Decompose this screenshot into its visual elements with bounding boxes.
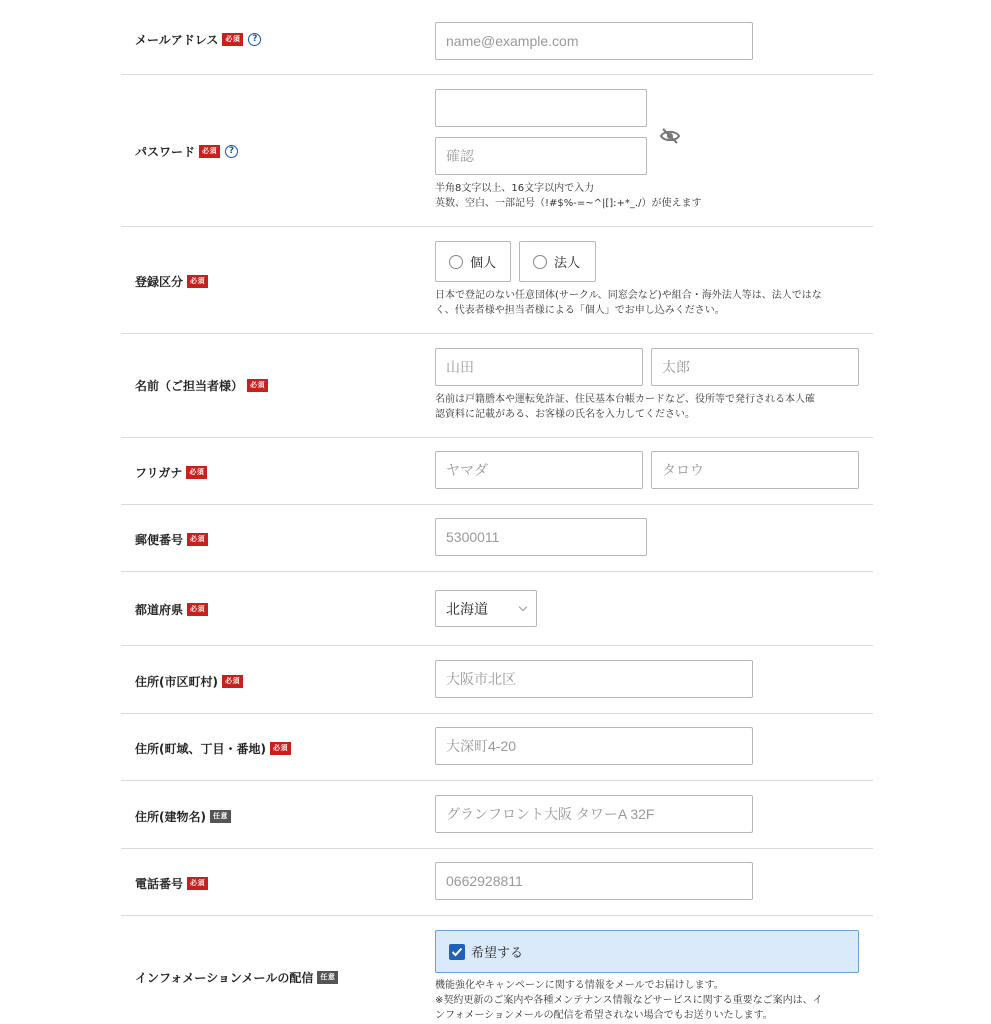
name-label-group bbox=[135, 377, 268, 394]
building-label-group bbox=[135, 808, 231, 825]
check-icon bbox=[449, 944, 465, 960]
password-note: 半角8文字以上、16文字以内で入力 英数、空白、一部記号（!#$%-=~^|[]:+*_./）が使えます bbox=[435, 183, 702, 209]
first-name-kana-input[interactable]: タロウ bbox=[651, 451, 859, 489]
city-label: 住所(市区町村) bbox=[135, 675, 218, 689]
password-label: パスワード bbox=[135, 145, 196, 159]
name-label: 名前（ご担当者様） bbox=[135, 379, 244, 393]
required-badge: 必須 bbox=[187, 603, 208, 616]
required-badge: 必須 bbox=[222, 675, 243, 688]
city-label-group bbox=[135, 673, 243, 690]
radio-circle-icon bbox=[533, 255, 547, 269]
street-label: 住所(町域、丁目・番地) bbox=[135, 742, 266, 756]
registration-type-label: 登録区分 bbox=[135, 275, 184, 289]
prefecture-select[interactable] bbox=[435, 590, 537, 627]
email-label-group bbox=[135, 31, 261, 48]
radio-individual[interactable]: 個人 bbox=[435, 241, 511, 282]
radio-circle-icon bbox=[449, 255, 463, 269]
row-registration-type bbox=[121, 227, 873, 334]
row-email bbox=[121, 0, 873, 75]
required-badge: 必須 bbox=[222, 33, 243, 46]
postal-code-input[interactable]: 5300011 bbox=[435, 518, 647, 556]
registration-type-label-group bbox=[135, 273, 208, 290]
registration-type-note: 日本で登記のない任意団体(サークル、同窓会など)や組合・海外法人等は、法人ではな く、代表者様や担当者様による「個人」でお申し込みください。 bbox=[435, 290, 822, 316]
row-postal-code bbox=[121, 505, 873, 572]
required-badge: 必須 bbox=[270, 742, 291, 755]
row-name bbox=[121, 334, 873, 438]
password-label-group bbox=[135, 143, 238, 160]
row-password bbox=[121, 75, 873, 227]
eye-off-icon[interactable] bbox=[659, 127, 681, 145]
row-prefecture bbox=[121, 572, 873, 646]
question-circle-icon[interactable]: ? bbox=[225, 145, 238, 158]
prefecture-label-group bbox=[135, 601, 208, 618]
row-city bbox=[121, 646, 873, 714]
radio-corporation[interactable]: 法人 bbox=[519, 241, 596, 282]
row-phone bbox=[121, 849, 873, 916]
row-street bbox=[121, 714, 873, 781]
city-input[interactable]: 大阪市北区 bbox=[435, 660, 753, 698]
row-building bbox=[121, 781, 873, 849]
info-mail-label: インフォメーションメールの配信 bbox=[135, 971, 314, 985]
furigana-label: フリガナ bbox=[135, 466, 183, 480]
postal-code-label-group bbox=[135, 531, 208, 548]
info-mail-checkbox[interactable] bbox=[435, 930, 859, 973]
street-label-group bbox=[135, 740, 291, 757]
email-input[interactable]: name@example.com bbox=[435, 22, 753, 60]
last-name-input[interactable]: 山田 bbox=[435, 348, 643, 386]
last-name-kana-input[interactable]: ヤマダ bbox=[435, 451, 643, 489]
password-input[interactable] bbox=[435, 89, 647, 127]
prefecture-selected-value: 北海道 bbox=[446, 601, 488, 618]
info-mail-note: 機能強化やキャンペーンに関する情報をメールでお届けします。 ※契約更新のご案内や各種メンテナンス情報などサービスに関する重要なご案内は、イ ンフォメーションメールの配信を希望されない場合でもお送りいたします。 bbox=[435, 980, 823, 1021]
row-info-mail bbox=[121, 916, 873, 1024]
chevron-down-icon bbox=[519, 603, 527, 611]
prefecture-label: 都道府県 bbox=[135, 603, 184, 617]
phone-input[interactable]: 0662928811 bbox=[435, 862, 753, 900]
required-badge: 必須 bbox=[187, 275, 208, 288]
required-badge: 必須 bbox=[186, 466, 207, 479]
optional-badge: 任意 bbox=[317, 971, 338, 984]
email-label: メールアドレス bbox=[135, 33, 219, 47]
required-badge: 必須 bbox=[187, 877, 208, 890]
question-circle-icon[interactable]: ? bbox=[248, 33, 261, 46]
furigana-label-group bbox=[135, 464, 207, 481]
password-confirm-input[interactable]: 確認 bbox=[435, 137, 647, 175]
street-input[interactable]: 大深町4-20 bbox=[435, 727, 753, 765]
first-name-input[interactable]: 太郎 bbox=[651, 348, 859, 386]
building-label: 住所(建物名) bbox=[135, 810, 206, 824]
info-mail-label-group bbox=[135, 969, 338, 986]
required-badge: 必須 bbox=[247, 379, 268, 392]
postal-code-label: 郵便番号 bbox=[135, 533, 184, 547]
optional-badge: 任意 bbox=[210, 810, 231, 823]
name-note: 名前は戸籍謄本や運転免許証、住民基本台帳カードなど、役所等で発行される本人確 認資料に記載がある、お客様の氏名を入力してください。 bbox=[435, 394, 815, 420]
phone-label-group bbox=[135, 875, 208, 892]
required-badge: 必須 bbox=[199, 145, 220, 158]
phone-label: 電話番号 bbox=[135, 877, 184, 891]
required-badge: 必須 bbox=[187, 533, 208, 546]
building-input[interactable]: グランフロント大阪 タワーA 32F bbox=[435, 795, 753, 833]
row-furigana bbox=[121, 438, 873, 505]
info-mail-checkbox-label: 希望する bbox=[471, 946, 524, 961]
